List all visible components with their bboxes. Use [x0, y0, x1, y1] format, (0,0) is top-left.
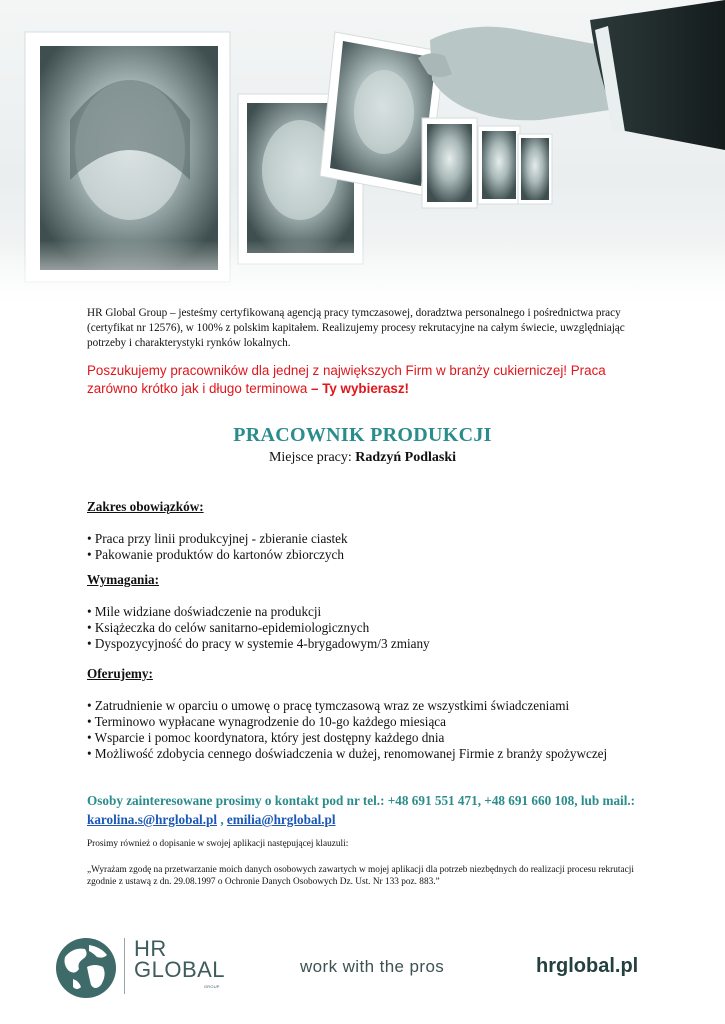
duties-list: [87, 531, 348, 563]
duties-item: • Pakowanie produktów do kartonów zbiorczych: [87, 547, 344, 562]
promo-emphasis: – Ty wybierasz!: [311, 381, 410, 396]
offer-item: • Możliwość zdobycia cennego doświadczenia w dużej, renomowanej Firmie z branży spożywczej: [87, 746, 608, 761]
email-link-karolina[interactable]: karolina.s@hrglobal.pl: [87, 812, 218, 827]
photo-frame-small-1: [422, 118, 477, 208]
offer-item: • Zatrudnienie w oparciu o umowę o pracę tymczasową wraz ze wszystkimi świadczeniami: [87, 698, 570, 713]
duties-section: [87, 499, 348, 563]
photo-frame-small-2: [478, 126, 520, 204]
offer-title: Oferujemy:: [87, 666, 153, 681]
promo-text: [87, 362, 627, 398]
hero-image: [0, 0, 725, 300]
email-separator: ,: [217, 812, 227, 827]
brand-line-hr: HR: [134, 936, 167, 961]
requirements-item: • Książeczka do celów sanitarno-epidemiologicznych: [87, 620, 370, 635]
footer-divider: [124, 938, 125, 994]
tagline: work with the pros: [300, 957, 445, 976]
job-title: PRACOWNIK PRODUKCJI: [233, 424, 492, 446]
brand-line-global: GLOBAL: [134, 957, 226, 982]
duties-item: • Praca przy linii produkcyjnej - zbieranie ciastek: [87, 531, 348, 546]
hero-illustration: [0, 0, 725, 300]
job-location-value: Radzyń Podlaski: [355, 450, 457, 465]
offer-item: • Terminowo wypłacane wynagrodzenie do 10-go każdego miesiąca: [87, 714, 447, 729]
brand-line-group: GROUP: [204, 984, 220, 989]
contact-text: Osoby zainteresowane prosimy o kontakt pod nr tel.: +48 691 551 471, +48 691 660 108, lub mail.:: [87, 793, 636, 808]
photo-frame-small-3: [518, 134, 552, 204]
email-link-emilia[interactable]: emilia@hrglobal.pl: [226, 812, 336, 827]
requirements-item: • Mile widziane doświadczenie na produkcji: [87, 604, 322, 619]
requirements-list: [87, 604, 430, 652]
requirements-item: • Dyspozycyjność do pracy w systemie 4-brygadowym/3 zmiany: [87, 636, 430, 651]
contact-info: [87, 791, 647, 829]
clause-request: Prosimy również o dopisanie w swojej aplikacji następującej klauzuli:: [87, 839, 349, 849]
requirements-title: Wymagania:: [87, 572, 160, 587]
company-intro: HR Global Group – jesteśmy certyfikowaną agencją pracy tymczasowej, doradztwa personalnego i pośrednictwa pracy (certyfikat nr 12576), w 100% z polskim kapitałem. Realizujemy procesy rekrutacyjne na całym świecie, uwzględniając potrzeby i charakterystyki rynków lokalnych.: [87, 307, 625, 349]
requirements-section: [87, 572, 430, 652]
job-location-label: Miejsce pracy:: [268, 450, 356, 465]
consent-clause: „Wyrażam zgodę na przetwarzanie moich danych osobowych zawartych w mojej aplikacji dla potrzeb niezbędnych do realizacji procesu rekrutacji zgodnie z ustawą z dn. 29.08.1997 o Ochronie Danych Osobowych Dz. Ust. Nr 133 poz. 883.”: [87, 865, 634, 887]
offer-section: [87, 666, 607, 762]
duties-title: Zakres obowiązków:: [87, 499, 204, 514]
globe-icon: [55, 937, 117, 999]
promo-main: Poszukujemy pracowników dla jednej z największych Firm w branży cukierniczej! Praca zarówno krótko jak i długo terminowa: [87, 363, 606, 396]
website-link[interactable]: hrglobal.pl: [536, 955, 639, 977]
offer-list: [87, 698, 607, 762]
job-location: [0, 450, 725, 466]
brand-logo: [134, 936, 226, 989]
offer-item: • Wsparcie i pomoc koordynatora, który jest dostępny każdego dnia: [87, 730, 445, 745]
